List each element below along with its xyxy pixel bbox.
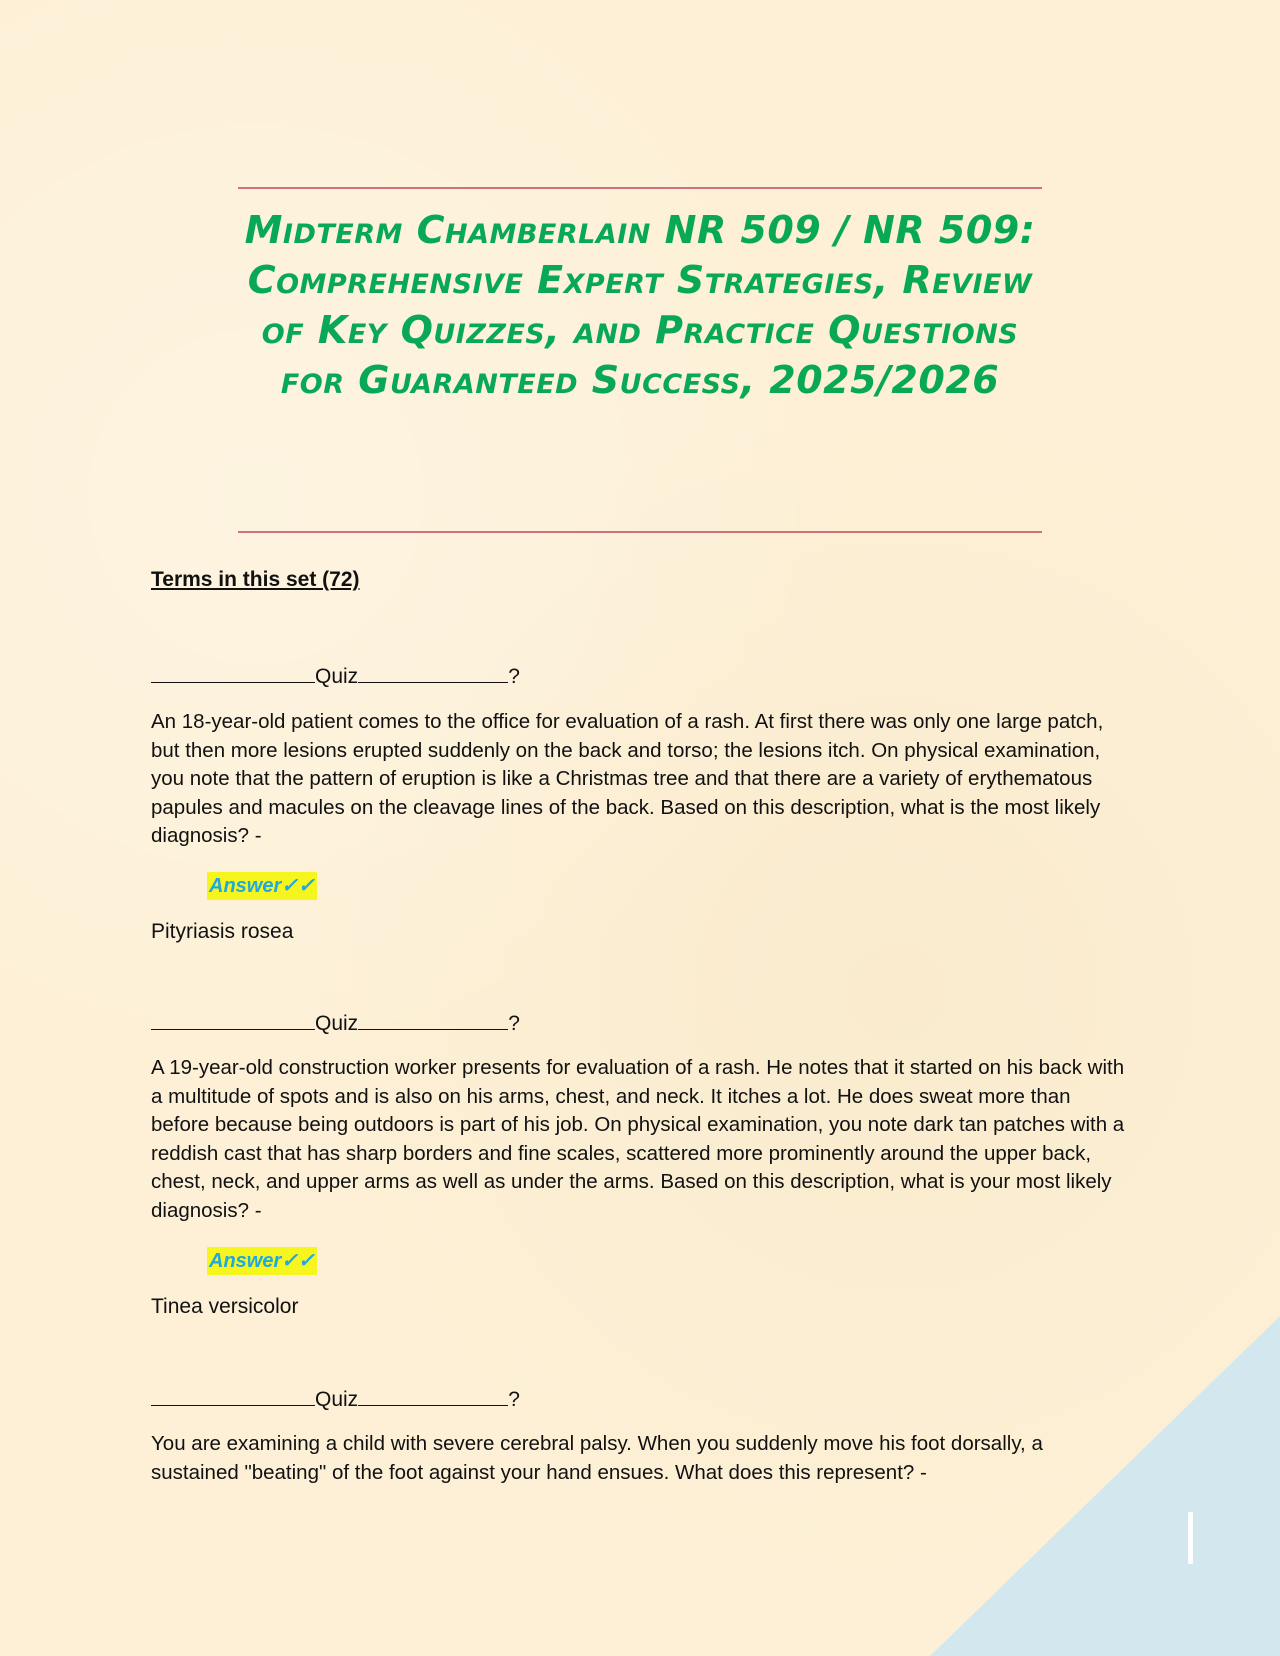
terms-heading: Terms in this set (72) [151,568,360,591]
quiz-end-mark: ? [508,1388,520,1411]
quiz-blank-right [358,662,508,683]
corner-decoration [930,1316,1280,1656]
title-top-rule [238,187,1042,189]
quiz-blank-left [151,1385,315,1406]
quiz-label: Quiz [315,1012,359,1035]
answer-text-1: Pityriasis rosea [151,920,294,943]
answer-label-2: Answer✓✓ [207,1247,317,1275]
question-text-3: You are examining a child with severe cerebral palsy. When you suddenly move his foot dorsally, a sustained "beating" of the foot against your hand ensues. What does this represent? - [151,1432,1043,1484]
quiz-blank-right [358,1385,508,1406]
quiz-blank-left [151,662,315,683]
quiz-header-1 [151,662,520,689]
answer-text-2: Tinea versicolor [151,1295,299,1318]
quiz-blank-right [358,1009,508,1030]
quiz-label: Quiz [315,1388,359,1411]
quiz-header-2 [151,1009,520,1036]
answer-label-1: Answer✓✓ [207,872,317,900]
quiz-header-3 [151,1385,520,1412]
document-title: Midterm Chamberlain NR 509 / NR 509: Comprehensive Expert Strategies, Review of Key Quizzes, and Practice Questions for Guaranteed Success, 2025/2026 [244,208,1036,402]
quiz-blank-left [151,1009,315,1030]
quiz-label: Quiz [315,665,359,688]
title-bottom-rule [238,531,1042,533]
question-text-1: An 18-year-old patient comes to the office for evaluation of a rash. At first there was only one large patch, but then more lesions erupted suddenly on the back and torso; the lesions itch. On physical examination, you note that the pattern of eruption is like a Christmas tree and that there are a variety of erythematous papules and macules on the cleavage lines of the back. Based on this description, what is the most likely diagnosis? - [151,710,1104,847]
quiz-end-mark: ? [508,1012,520,1035]
question-text-2: A 19-year-old construction worker presents for evaluation of a rash. He notes that it started on his back with a multitude of spots and is also on his arms, chest, and neck. It itches a lot. He does sweat more than before because being outdoors is part of his job. On physical examination, you note dark tan patches with a reddish cast that has sharp borders and fine scales, scattered more prominently around the upper back, chest, neck, and upper arms as well as under the arms. Based on this description, what is your most likely diagnosis? - [151,1056,1125,1222]
corner-mark [1188,1512,1193,1564]
quiz-end-mark: ? [508,665,520,688]
